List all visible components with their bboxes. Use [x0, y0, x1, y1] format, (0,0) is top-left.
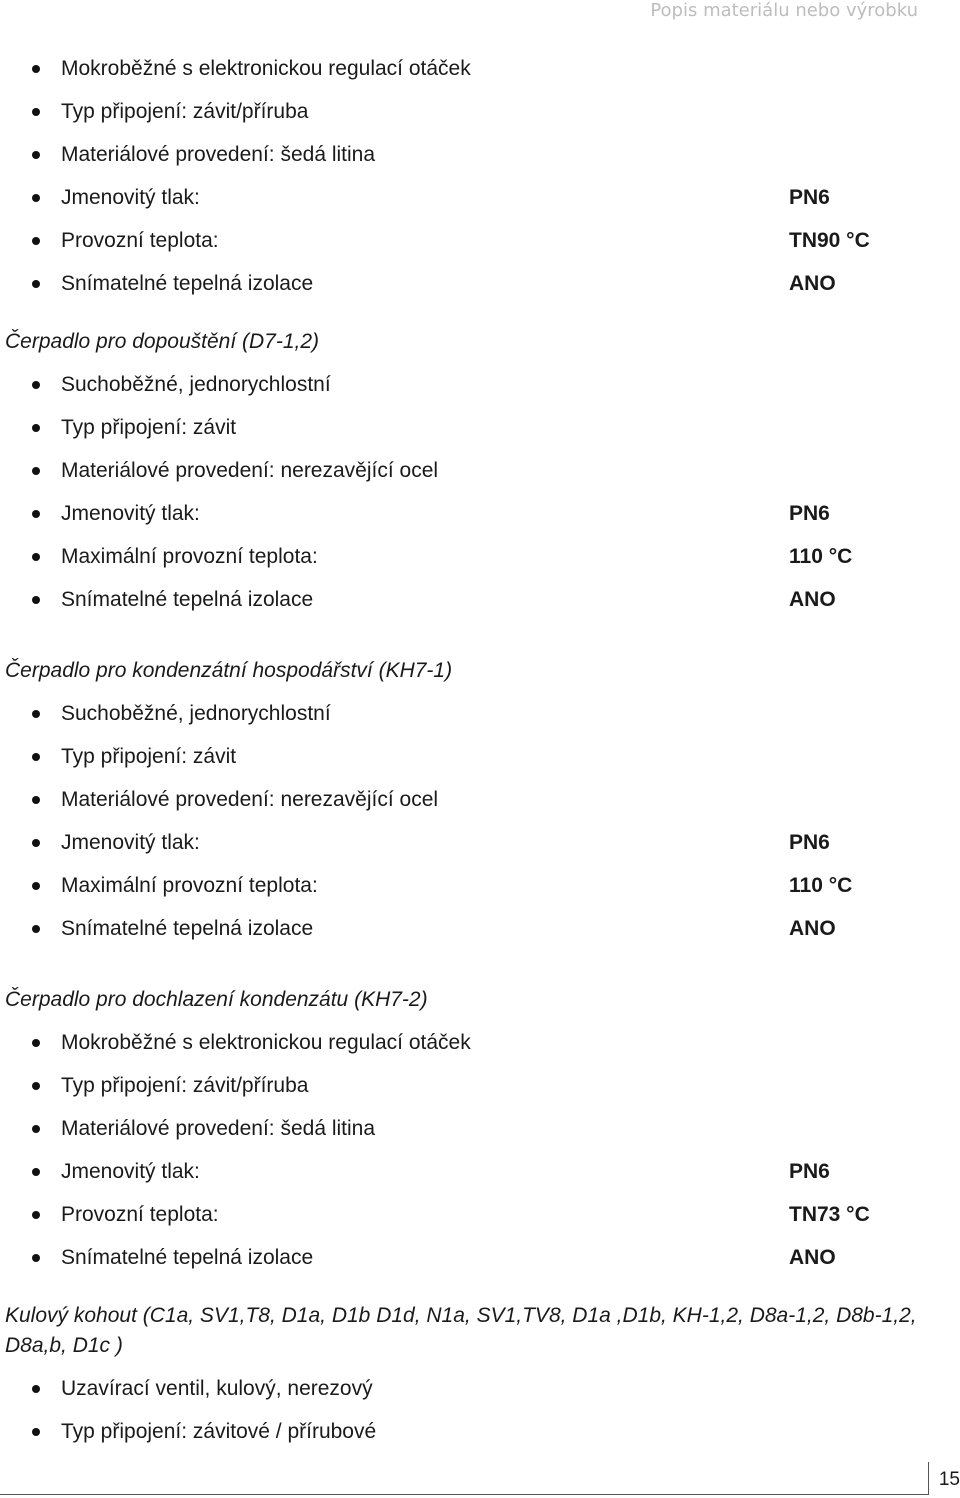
- item-value: TN90 °C: [789, 229, 870, 252]
- item-label: Maximální provozní teplota:: [61, 874, 318, 897]
- item-label: Typ připojení: závit/příruba: [61, 100, 309, 123]
- list-item: [0, 914, 960, 944]
- item-label: Typ připojení: závit/příruba: [61, 1074, 309, 1097]
- bullet-icon: [32, 424, 40, 432]
- item-label: Materiálové provedení: nerezavějící ocel: [61, 788, 439, 811]
- item-label: Jmenovitý tlak:: [61, 831, 200, 854]
- list-item: [0, 54, 960, 84]
- list-item: [0, 97, 960, 127]
- list-item: [0, 499, 960, 529]
- item-label: Provozní teplota:: [61, 229, 219, 252]
- bullet-icon: [32, 596, 40, 604]
- list-item: [0, 1243, 960, 1273]
- item-value: PN6: [789, 186, 830, 209]
- item-label: Provozní teplota:: [61, 1203, 219, 1226]
- bullet-icon: [32, 839, 40, 847]
- list-item: [0, 1028, 960, 1058]
- bullet-icon: [32, 1254, 40, 1262]
- list-item: [0, 828, 960, 858]
- item-label: Jmenovitý tlak:: [61, 1160, 200, 1183]
- item-label: Jmenovitý tlak:: [61, 502, 200, 525]
- list-item: [0, 413, 960, 443]
- list-item: [0, 785, 960, 815]
- item-label: Snímatelné tepelná izolace: [61, 1246, 314, 1269]
- item-label: Snímatelné tepelná izolace: [61, 588, 314, 611]
- section-title: Kulový kohout (C1a, SV1,T8, D1a, D1b D1d, N1a, SV1,TV8, D1a ,D1b, KH-1,2, D8a-1,2, D8b-1,2, D8a,b, D1c ): [5, 1304, 917, 1357]
- item-label: Snímatelné tepelná izolace: [61, 272, 314, 295]
- list-item: [0, 1157, 960, 1187]
- bullet-icon: [32, 753, 40, 761]
- page-number: 15: [938, 1469, 960, 1490]
- item-value: ANO: [789, 1246, 836, 1269]
- item-label: Suchoběžné, jednorychlostní: [61, 373, 331, 396]
- item-value: 110 °C: [789, 874, 853, 897]
- item-value: ANO: [789, 272, 836, 295]
- item-label: Jmenovitý tlak:: [61, 186, 200, 209]
- bullet-icon: [32, 510, 40, 518]
- list-item: [0, 1417, 960, 1447]
- item-label: Uzavírací ventil, kulový, nerezový: [61, 1377, 373, 1400]
- list-item: [0, 742, 960, 772]
- item-value: ANO: [789, 588, 836, 611]
- item-label: Materiálové provedení: šedá litina: [61, 143, 376, 166]
- item-value: PN6: [789, 1160, 830, 1183]
- bullet-icon: [32, 194, 40, 202]
- list-item: [0, 456, 960, 486]
- section-title: Čerpadlo pro kondenzátní hospodářství (KH7-1): [5, 659, 453, 682]
- footer-divider: [0, 1494, 928, 1495]
- bullet-icon: [32, 280, 40, 288]
- bullet-icon: [32, 796, 40, 804]
- list-item: [0, 1071, 960, 1101]
- bullet-icon: [32, 710, 40, 718]
- list-item: [0, 1374, 960, 1404]
- item-value: PN6: [789, 502, 830, 525]
- bullet-icon: [32, 381, 40, 389]
- item-value: TN73 °C: [789, 1203, 870, 1226]
- bullet-icon: [32, 925, 40, 933]
- list-item: [0, 226, 960, 256]
- bullet-icon: [32, 1039, 40, 1047]
- bullet-icon: [32, 237, 40, 245]
- list-item: [0, 585, 960, 615]
- item-label: Snímatelné tepelná izolace: [61, 917, 314, 940]
- list-item: [0, 1114, 960, 1144]
- bullet-icon: [32, 108, 40, 116]
- running-header: Popis materiálu nebo výrobku: [650, 0, 918, 21]
- item-label: Typ připojení: závitové / přírubové: [61, 1420, 377, 1443]
- bullet-icon: [32, 882, 40, 890]
- list-item: [0, 140, 960, 170]
- list-item: [0, 183, 960, 213]
- bullet-icon: [32, 1125, 40, 1133]
- bullet-icon: [32, 65, 40, 73]
- item-value: 110 °C: [789, 545, 853, 568]
- item-label: Maximální provozní teplota:: [61, 545, 318, 568]
- item-label: Typ připojení: závit: [61, 745, 237, 768]
- item-label: Materiálové provedení: nerezavějící ocel: [61, 459, 439, 482]
- list-item: [0, 370, 960, 400]
- list-item: [0, 1200, 960, 1230]
- bullet-icon: [32, 1082, 40, 1090]
- section-title: Čerpadlo pro dochlazení kondenzátu (KH7-2): [5, 988, 428, 1011]
- section-title: Čerpadlo pro dopouštění (D7-1,2): [5, 330, 320, 353]
- bullet-icon: [32, 1168, 40, 1176]
- item-value: PN6: [789, 831, 830, 854]
- bullet-icon: [32, 1211, 40, 1219]
- item-label: Materiálové provedení: šedá litina: [61, 1117, 376, 1140]
- item-label: Mokroběžné s elektronickou regulací otáček: [61, 1031, 471, 1054]
- list-item: [0, 542, 960, 572]
- bullet-icon: [32, 553, 40, 561]
- item-label: Typ připojení: závit: [61, 416, 237, 439]
- bullet-icon: [32, 1428, 40, 1436]
- item-label: Mokroběžné s elektronickou regulací otáček: [61, 57, 471, 80]
- list-item: [0, 269, 960, 299]
- item-label: Suchoběžné, jednorychlostní: [61, 702, 331, 725]
- bullet-icon: [32, 151, 40, 159]
- bullet-icon: [32, 1385, 40, 1393]
- item-value: ANO: [789, 917, 836, 940]
- list-item: [0, 699, 960, 729]
- bullet-icon: [32, 467, 40, 475]
- list-item: [0, 871, 960, 901]
